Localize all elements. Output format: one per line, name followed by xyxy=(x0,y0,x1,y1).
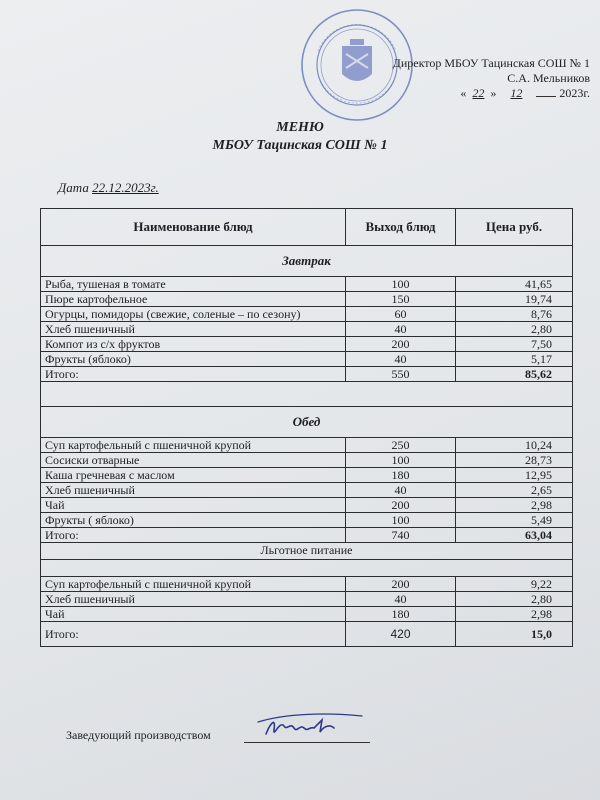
table-cell: 40 xyxy=(346,592,456,607)
table-cell: 10,24 xyxy=(456,438,573,453)
table-row xyxy=(41,468,573,483)
total-row-lunch xyxy=(41,528,573,543)
school-title: МБОУ Тацинская СОШ № 1 xyxy=(212,138,388,153)
table-cell: 9,22 xyxy=(456,577,573,592)
table-cell: 40 xyxy=(346,483,456,498)
table-cell: 85,62 xyxy=(456,367,573,382)
table-header xyxy=(41,209,573,246)
spacer-row xyxy=(41,560,573,577)
table-cell: 12,95 xyxy=(456,468,573,483)
table-cell: Сосиски отварные xyxy=(41,453,346,468)
table-cell: 2,80 xyxy=(456,592,573,607)
approval-day: 22 xyxy=(472,86,485,100)
table-cell: 2,98 xyxy=(456,607,573,622)
approval-title: Директор МБОУ Тацинская СОШ № 1 xyxy=(392,56,590,70)
table-row xyxy=(41,513,573,528)
table-row xyxy=(41,292,573,307)
table-row xyxy=(41,277,573,292)
table-cell: 550 xyxy=(346,367,456,382)
signature-label: Заведующий производством xyxy=(66,728,211,742)
total-row-benefit xyxy=(41,622,573,647)
table-row xyxy=(41,337,573,352)
table-cell: Хлеб пшеничный xyxy=(41,592,346,607)
table-cell: 63,04 xyxy=(456,528,573,543)
table-cell: Пюре картофельное xyxy=(41,292,346,307)
table-row xyxy=(41,307,573,322)
table-row xyxy=(41,607,573,622)
table-row xyxy=(41,453,573,468)
table-cell: 7,50 xyxy=(456,337,573,352)
table-cell: 250 xyxy=(346,438,456,453)
table-cell: 150 xyxy=(346,292,456,307)
table-row xyxy=(41,322,573,337)
table-cell: Хлеб пшеничный xyxy=(41,322,346,337)
table-row xyxy=(41,577,573,592)
handwritten-signature xyxy=(244,706,374,746)
signature-line xyxy=(244,742,370,743)
table-cell: 15,0 xyxy=(456,622,573,647)
table-cell: Итого: xyxy=(41,528,346,543)
table-cell: 2,98 xyxy=(456,498,573,513)
header-price: Цена руб. xyxy=(456,209,573,246)
table-cell: 420 xyxy=(346,622,456,647)
table-cell: 8,76 xyxy=(456,307,573,322)
table-cell: 40 xyxy=(346,322,456,337)
table-cell: 60 xyxy=(346,307,456,322)
table-cell: 40 xyxy=(346,352,456,367)
approval-year: 2023г. xyxy=(559,86,590,100)
spacer-row xyxy=(41,382,573,407)
table-cell: 740 xyxy=(346,528,456,543)
table-cell: 5,17 xyxy=(456,352,573,367)
table-row xyxy=(41,438,573,453)
menu-table xyxy=(40,208,573,647)
approval-date: « 22 » 12 2023г. xyxy=(460,86,590,100)
table-cell: Завтрак xyxy=(41,246,573,277)
table-cell: 200 xyxy=(346,337,456,352)
table-cell: 41,65 xyxy=(456,277,573,292)
section-benefit xyxy=(41,543,573,560)
table-cell: 2,65 xyxy=(456,483,573,498)
table-cell: Льготное питание xyxy=(41,543,573,560)
table-cell: 180 xyxy=(346,468,456,483)
section-lunch xyxy=(41,407,573,438)
table-row xyxy=(41,498,573,513)
total-row-breakfast xyxy=(41,367,573,382)
approval-month: 12 xyxy=(510,86,523,100)
table-cell: Суп картофельный с пшеничной крупой xyxy=(41,577,346,592)
date-value: 22.12.2023г. xyxy=(92,180,159,195)
menu-date xyxy=(58,180,159,196)
table-cell: 19,74 xyxy=(456,292,573,307)
table-cell: 100 xyxy=(346,513,456,528)
table-cell: Суп картофельный с пшеничной крупой xyxy=(41,438,346,453)
director-name: С.А. Мельников xyxy=(507,71,590,85)
table-cell: 2,80 xyxy=(456,322,573,337)
table-cell: Чай xyxy=(41,498,346,513)
date-label: Дата xyxy=(58,180,89,195)
table-cell: Рыба, тушеная в томате xyxy=(41,277,346,292)
table-cell: 100 xyxy=(346,453,456,468)
table-cell: 200 xyxy=(346,498,456,513)
table-cell: Чай xyxy=(41,607,346,622)
menu-title: МЕНЮ xyxy=(276,120,324,135)
approval-block xyxy=(380,56,590,101)
table-row xyxy=(41,483,573,498)
table-cell: 100 xyxy=(346,277,456,292)
table-cell: Каша гречневая с маслом xyxy=(41,468,346,483)
table-cell: Итого: xyxy=(41,367,346,382)
table-row xyxy=(41,592,573,607)
table-row xyxy=(41,352,573,367)
table-cell: Огурцы, помидоры (свежие, соленые – по сезону) xyxy=(41,307,346,322)
table-cell: 28,73 xyxy=(456,453,573,468)
section-breakfast xyxy=(41,246,573,277)
table-cell: Фрукты (яблоко) xyxy=(41,352,346,367)
table-cell: 200 xyxy=(346,577,456,592)
table-cell: Обед xyxy=(41,407,573,438)
table-cell: 5,49 xyxy=(456,513,573,528)
table-cell: 180 xyxy=(346,607,456,622)
table-cell: Компот из с/х фруктов xyxy=(41,337,346,352)
table-cell: Хлеб пшеничный xyxy=(41,483,346,498)
table-cell: Итого: xyxy=(41,622,346,647)
table-cell: Фрукты ( яблоко) xyxy=(41,513,346,528)
header-yield: Выход блюд xyxy=(346,209,456,246)
header-name: Наименование блюд xyxy=(41,209,346,246)
